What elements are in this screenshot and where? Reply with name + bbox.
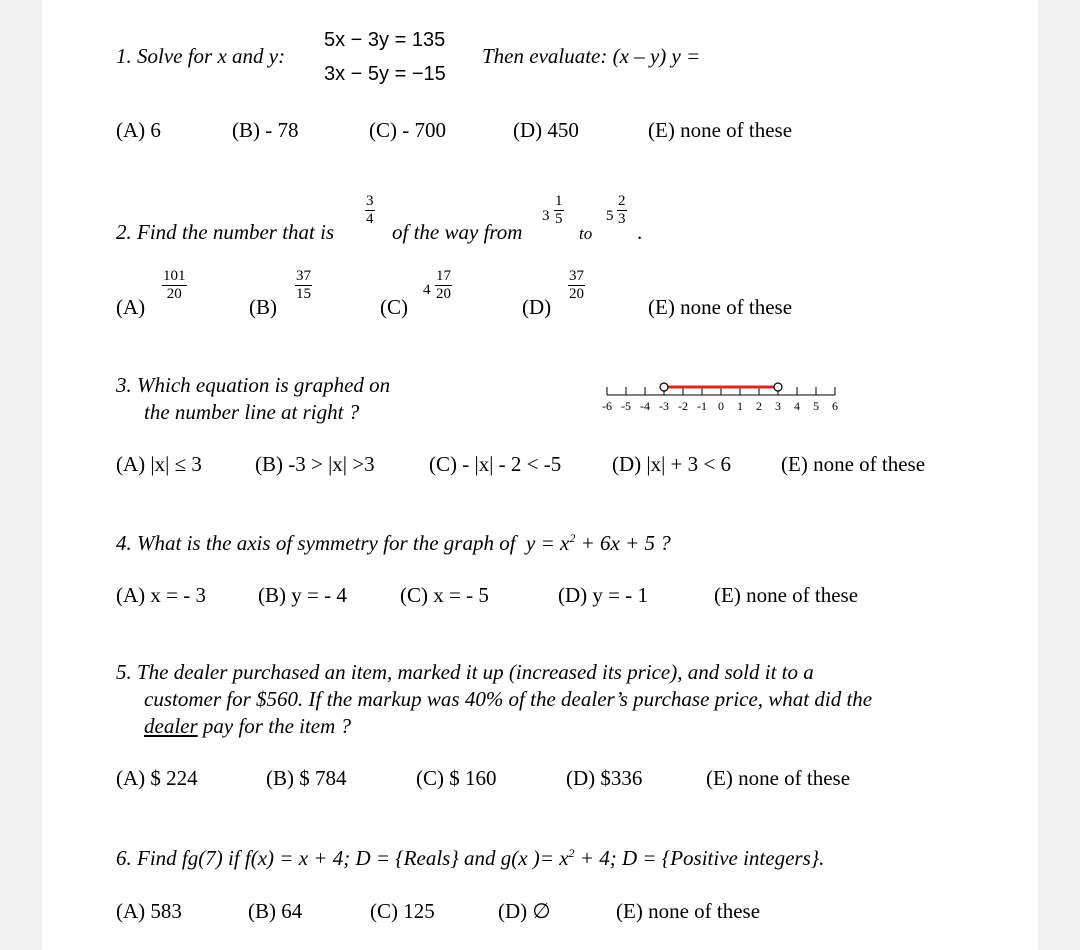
q2-choice-c-whole[interactable]: 4 [423, 282, 431, 298]
q1-choice-b[interactable]: (B) - 78 [232, 118, 299, 142]
number-line-tick-label: 1 [737, 399, 743, 413]
q2-choice-a-label[interactable]: (A) [116, 295, 146, 319]
q2-choice-c-label[interactable]: (C) [380, 295, 408, 319]
q2-choice-b-fraction[interactable]: $\frac{37}{15}$ [296, 268, 311, 302]
number-line-open-point-left [660, 383, 668, 391]
q2-choice-e[interactable]: (E) none of these [648, 295, 793, 319]
q5-choice-a[interactable]: (A) $ 224 [116, 766, 198, 790]
q2-prompt-start: 2. Find the number that is [116, 220, 335, 244]
q2-period: . [637, 220, 643, 244]
q4-choice-a[interactable]: (A) x = - 3 [116, 583, 206, 607]
q2-choice-b-label[interactable]: (B) [249, 295, 277, 319]
q1-equation-1: 5x − 3y = 135 [324, 29, 446, 51]
q5-choice-d[interactable]: (D) $336 [566, 766, 643, 790]
q1-choice-a[interactable]: (A) 6 [116, 118, 161, 142]
q2-choice-a-fraction[interactable]: $\frac{101}{20}$ [163, 268, 186, 302]
q4-prompt: 4. What is the axis of symmetry for the graph of $y = x^2 + 6x + 5$ ? [116, 531, 671, 555]
q3-choice-d[interactable]: (D) |x| + 3 < 6 [612, 452, 731, 476]
number-line-tick-label: -6 [602, 399, 612, 413]
q6-choice-d[interactable]: (D) ∅ [498, 899, 551, 923]
number-line-open-point-right [774, 383, 782, 391]
worksheet-page [42, 0, 1038, 950]
q3-choice-e[interactable]: (E) none of these [781, 452, 926, 476]
q3-prompt-line-1: 3. Which equation is graphed on [116, 373, 391, 397]
number-line-tick-label: 5 [813, 399, 819, 413]
q3-choice-a[interactable]: (A) |x| ≤ 3 [116, 452, 202, 476]
q4-choice-d[interactable]: (D) y = - 1 [558, 583, 648, 607]
number-line-tick-label: -3 [659, 399, 669, 413]
number-line-tick-label: -4 [640, 399, 650, 413]
q2-to-whole: 5 [606, 208, 614, 224]
number-line-tick-label: -1 [697, 399, 707, 413]
q5-choice-b[interactable]: (B) $ 784 [266, 766, 347, 790]
q6-choice-c[interactable]: (C) 125 [370, 899, 435, 923]
q3-choice-b[interactable]: (B) -3 > |x| >3 [255, 452, 375, 476]
number-line-tick-label: 3 [775, 399, 781, 413]
number-line-tick-label: 6 [832, 399, 838, 413]
q2-choice-c-fraction[interactable]: $\frac{17}{20}$ [436, 268, 451, 302]
q1-choice-d[interactable]: (D) 450 [513, 118, 579, 142]
q6-choice-e[interactable]: (E) none of these [616, 899, 761, 923]
q2-from-whole: 3 [542, 208, 550, 224]
q4-choice-b[interactable]: (B) y = - 4 [258, 583, 347, 607]
number-line [557, 378, 838, 418]
q5-prompt-line-1: 5. The dealer purchased an item, marked it up (increased its price), and sold it to a [116, 660, 814, 684]
q4-choice-c[interactable]: (C) x = - 5 [400, 583, 489, 607]
q5-prompt-line-3: dealer pay for the item ? [144, 714, 352, 738]
q2-prompt-middle: of the way from [392, 220, 523, 244]
q3-choice-c[interactable]: (C) - |x| - 2 < -5 [429, 452, 562, 476]
q6-prompt: 6. Find fg(7) if f(x) = x + 4; D = {Reals} and g(x )= $x^2 + 4$; D = {Positive integers}. [116, 846, 825, 870]
q1-choice-c[interactable]: (C) - 700 [369, 118, 446, 142]
q2-to-word: to [579, 224, 593, 243]
q2-choice-d-label[interactable]: (D) [522, 295, 552, 319]
q6-choice-a[interactable]: (A) 583 [116, 899, 182, 923]
q2-choice-d-fraction[interactable]: $\frac{37}{20}$ [569, 268, 584, 302]
number-line-tick-label: -2 [678, 399, 688, 413]
q2-from-fraction: $\frac{1}{5}$ [555, 193, 563, 227]
q1-equation-2: 3x − 5y = −15 [324, 63, 446, 85]
q1-evaluate: Then evaluate: (x – y) y = [482, 44, 701, 68]
q2-fraction-three-fourths: $\frac{3}{4}$ [366, 193, 374, 227]
q5-choice-c[interactable]: (C) $ 160 [416, 766, 497, 790]
q5-choice-e[interactable]: (E) none of these [706, 766, 851, 790]
q4-choice-e[interactable]: (E) none of these [714, 583, 859, 607]
q5-prompt-line-2: customer for $560. If the markup was 40% of the dealer’s purchase price, what did the [144, 687, 873, 711]
q6-choice-b[interactable]: (B) 64 [248, 899, 303, 923]
q3-prompt-line-2: the number line at right ? [144, 400, 360, 424]
number-line-tick-label: 2 [756, 399, 762, 413]
number-line-tick-label: -5 [621, 399, 631, 413]
number-line-tick-label: 0 [718, 399, 724, 413]
q1-prompt: 1. Solve for x and y: [116, 44, 286, 68]
q1-choice-e[interactable]: (E) none of these [648, 118, 793, 142]
q2-to-fraction: $\frac{2}{3}$ [618, 193, 626, 227]
number-line-tick-label: 4 [794, 399, 800, 413]
